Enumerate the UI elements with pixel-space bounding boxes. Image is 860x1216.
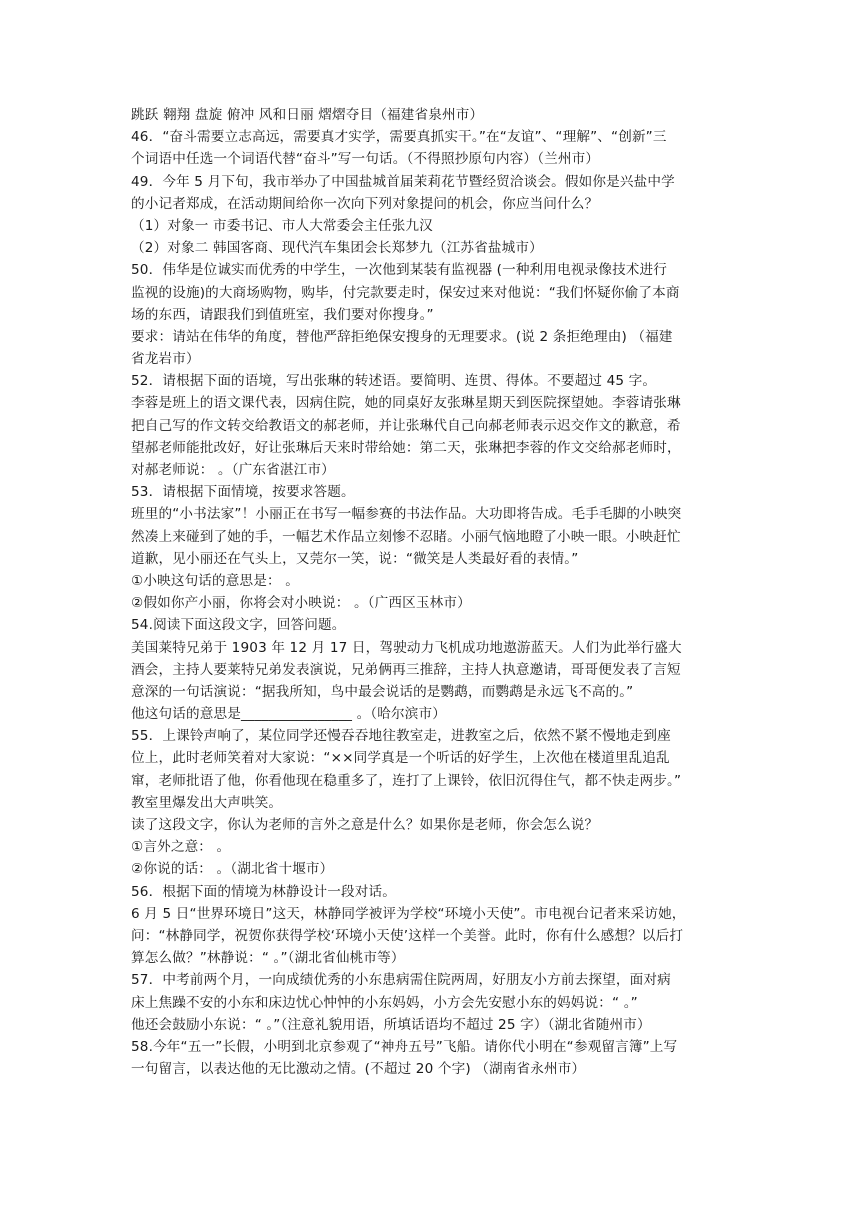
text-line: 个词语中任选一个词语代替“奋斗”写一句话。（不得照抄原句内容）（兰州市） [131, 151, 600, 168]
text-line: 道歉，见小丽还在气头上，又莞尔一笑，说：“微笑是人类最好看的表情。” [131, 550, 579, 567]
text-line: ①言外之意： 。 [131, 839, 231, 856]
text-line: 酒会，主持人要莱特兄弟发表演说，兄弟俩再三推辞，主持人执意邀请，哥哥便发表了言短 [131, 661, 681, 678]
text-line: 他这句话的意思是________________ 。（哈尔滨市） [131, 706, 446, 723]
text-line: （2）对象二 韩国客商、现代汽车集团会长郑梦九（江苏省盐城市） [131, 240, 543, 257]
text-line: 然凑上来碰到了她的手，一幅艺术作品立刻惨不忍睹。小丽气恼地瞪了小映一眼。小映赶忙 [131, 528, 681, 545]
text-line: 50．伟华是位诚实而优秀的中学生，一次他到某装有监视器 (一种利用电视录像技术进行 [131, 262, 668, 279]
text-line: ②你说的话： 。（湖北省十堰市） [131, 861, 334, 878]
text-line: 58.今年“五一”长假，小明到北京参观了“神舟五号”飞船。请你代小明在“参观留言簿”上写 [131, 1038, 678, 1055]
text-line: 意深的一句话演说：“据我所知，鸟中最会说话的是鹦鹉，而鹦鹉是永远飞不高的。” [131, 683, 634, 700]
text-line: 望郝老师能批改好，好让张琳后天来时带给她：第二天，张琳把李蓉的作文交给郝老师时， [131, 439, 681, 456]
text-line: 把自己写的作文转交给教语文的郝老师，并让张琳代自己向郝老师表示迟交作文的歉意，希 [131, 417, 681, 434]
text-line: 的小记者郑成，在活动期间给你一次向下列对象提问的机会，你应当问什么？ [131, 195, 599, 212]
text-line: 6 月 5 日“世界环境日”这天，林静同学被评为学校“环境小天使”。市电视台记者来采访她， [131, 905, 686, 922]
text-line: 省龙岩市） [131, 351, 200, 368]
text-line: 57．中考前两个月，一向成绩优秀的小东患病需住院两周，好朋友小方前去探望，面对病 [131, 972, 671, 989]
text-line: （1）对象一 市委书记、市人大常委会主任张九汉 [131, 217, 433, 234]
text-line: 教室里爆发出大声哄笑。 [131, 794, 283, 811]
text-line: 李蓉是班上的语文课代表，因病住院，她的同桌好友张琳星期天到医院探望她。李蓉请张琳 [131, 395, 681, 412]
text-line: 位上，此时老师笑着对大家说：“××同学真是一个听话的好学生，上次他在楼道里乱追乱 [131, 750, 670, 767]
text-line: 监视的设施)的大商场购物，购毕，付完款要走时，保安过来对他说：“我们怀疑你偷了本商 [131, 284, 680, 301]
text-line: ②假如你产小丽，你将会对小映说： 。（广西区玉林市） [131, 595, 471, 612]
text-line: 56．根据下面的情境为林静设计一段对话。 [131, 883, 396, 900]
text-line: 一句留言，以表达他的无比激动之情。(不超过 20 个字) （湖南省永州市） [131, 1061, 586, 1078]
text-line: 窜，老师批语了他，你看他现在稳重多了，连打了上课铃，依旧沉得住气，都不快走两步。” [131, 772, 682, 789]
text-line: 要求：请站在伟华的角度，替他严辞拒绝保安搜身的无理要求。(说 2 条拒绝理由) （福建 [131, 328, 673, 345]
text-line: 53．请根据下面情境，按要求答题。 [131, 484, 355, 501]
text-line: 跳跃 翱翔 盘旋 俯冲 风和日丽 熠熠夺目（福建省泉州市） [131, 107, 484, 123]
text-line: 46．“奋斗需要立志高远，需要真才实学，需要真抓实干。”在“友谊”、“理解”、“创新”三 [131, 129, 667, 146]
text-line: 问：“林静同学，祝贺你获得学校‘环境小天使’这样一个美誉。此时，你有什么感想？以后打 [131, 927, 684, 944]
text-line: 54.阅读下面这段文字，回答问题。 [131, 617, 346, 634]
text-line: 美国莱特兄弟于 1903 年 12 月 17 日，驾驶动力飞机成功地遨游蓝天。人们为此举行盛大 [131, 639, 682, 656]
text-line: 49．今年 5 月下旬，我市举办了中国盐城首届茉莉花节暨经贸洽谈会。假如你是兴盐中学 [131, 173, 675, 190]
text-line: 床上焦躁不安的小东和床边忧心忡忡的小东妈妈，小方会先安慰小东的妈妈说：“ 。” [131, 994, 638, 1011]
text-line: 读了这段文字，你认为老师的言外之意是什么？如果你是老师，你会怎么说？ [131, 817, 599, 833]
document-body [131, 104, 731, 1080]
text-line: 班里的“小书法家”！小丽正在书写一幅参赛的书法作品。大功即将告成。毛手毛脚的小映突 [131, 506, 682, 523]
text-line: 算怎么做？”林静说：“ 。”（湖北省仙桃市等） [131, 950, 405, 967]
text-line: 52．请根据下面的语境，写出张琳的转述语。要简明、连贯、得体。不要超过 45 字。 [131, 373, 657, 390]
text-line: 场的东西，请跟我们到值班室，我们要对你搜身。” [131, 306, 434, 323]
text-line: ①小映这句话的意思是： 。 [131, 572, 299, 589]
text-line: 对郝老师说： 。（广东省湛江市） [131, 462, 335, 478]
text-line: 55．上课铃声响了，某位同学还慢吞吞地往教室走，进教室之后，依然不紧不慢地走到座 [131, 728, 671, 745]
text-line: 他还会鼓励小东说：“ 。”（注意礼貌用语，所填话语均不超过 25 字）（湖北省随州市） [131, 1016, 651, 1033]
